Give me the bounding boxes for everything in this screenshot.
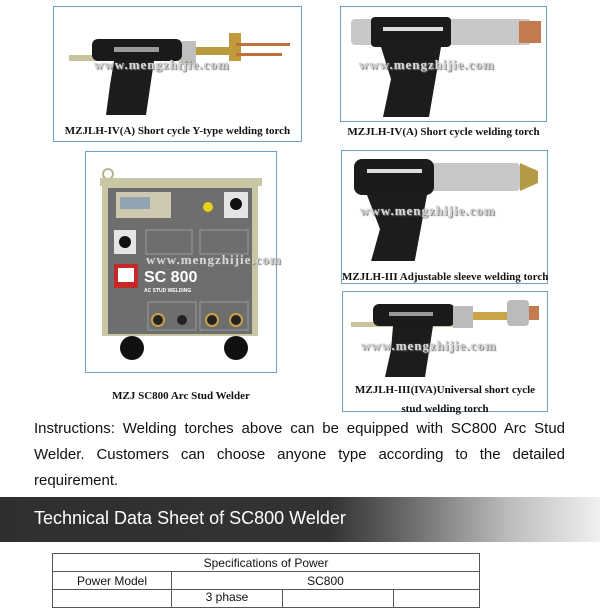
- product-caption: MZJLH-IV(A) Short cycle welding torch: [347, 126, 540, 138]
- product-caption: MZJLH-III Adjustable sleeve welding torch: [342, 271, 549, 283]
- product-caption-line2: stud welding torch: [401, 403, 489, 415]
- spec-label: Power Model: [53, 572, 172, 590]
- spec-table-title: Specifications of Power: [53, 554, 480, 572]
- product-caption-line1: MZJLH-III(IVA)Universal short cycle: [354, 384, 536, 396]
- spec-value: 3 phase: [172, 590, 283, 608]
- watermark: www.mengzhijie.com: [359, 57, 495, 72]
- watermark: www.mengzhijie.com: [360, 203, 496, 218]
- watermark: www.mengzhijie.com: [94, 57, 230, 72]
- universal-short-cycle-torch-image: [343, 292, 547, 382]
- product-card-universal-torch: [342, 291, 548, 415]
- section-title: Technical Data Sheet of SC800 Welder: [34, 508, 346, 528]
- welder-panel-sublabel: AC STUD WELDING: [144, 288, 192, 294]
- spec-label: [53, 590, 172, 608]
- spec-cell: [394, 590, 480, 608]
- instructions-text: Instructions: Welding torches above can be equipped with SC800 Arc Stud Welder. Customers can choose anyone type according to the detailed requirement.: [34, 420, 565, 489]
- product-card-y-type-torch: [53, 6, 302, 142]
- spec-value: SC800: [172, 572, 480, 590]
- welder-panel-label: SC 800: [144, 269, 198, 286]
- watermark: www.mengzhijie.com: [361, 338, 497, 353]
- product-card-sc800-welder: [85, 151, 282, 373]
- product-caption: MZJLH-IV(A) Short cycle Y-type welding torch: [64, 125, 291, 137]
- spec-cell: [283, 590, 394, 608]
- product-caption: MZJ SC800 Arc Stud Welder: [112, 390, 250, 402]
- section-banner: [0, 497, 600, 542]
- product-card-short-cycle-torch: [340, 6, 547, 122]
- product-card-adjustable-sleeve-torch: [341, 150, 548, 284]
- watermark: www.mengzhijie.com: [146, 252, 282, 267]
